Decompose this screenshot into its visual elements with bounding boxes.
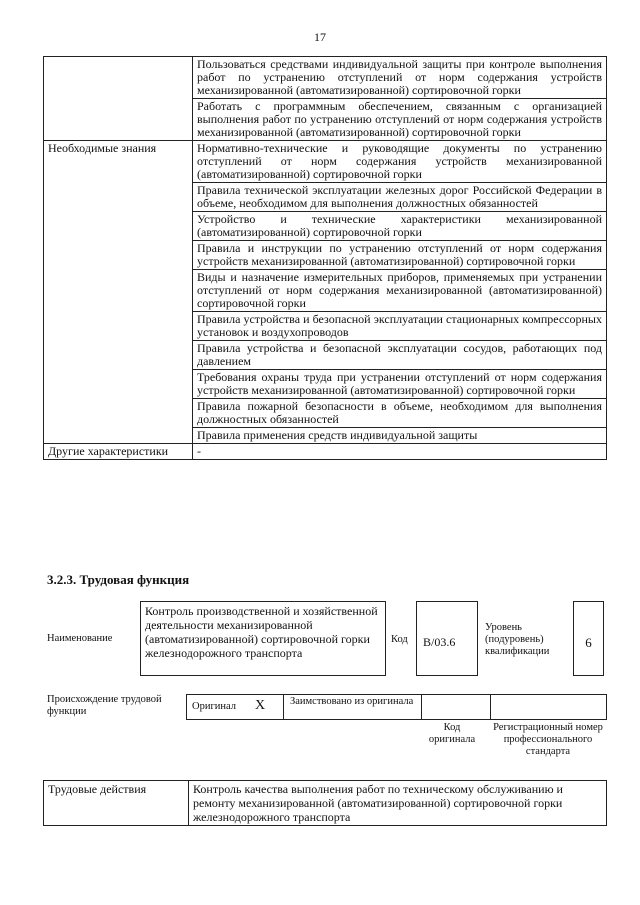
other-value: -	[193, 444, 607, 460]
reg-caption: Регистрационный номер профессионального стандарта	[493, 722, 603, 757]
table-row	[44, 781, 607, 826]
knowledge-cell: Правила и инструкции по устранению отступлений от норм содержания устройств механизированной (автоматизированной) сортировочной горки	[193, 241, 607, 270]
code-caption: Код оригинала	[428, 722, 476, 745]
table-row	[44, 57, 607, 99]
knowledge-cell: Требования охраны труда при устранении отступлений от норм содержания устройств механизированной (автоматизированной) сортировочной горки	[193, 370, 607, 399]
original-label: Оригинал	[192, 701, 236, 712]
knowledge-cell: Нормативно-технические и руководящие документы по устранению отступлений от норм содержания устройств механизированной (автоматизированной) сортировочной горки	[193, 141, 607, 183]
knowledge-cell: Устройство и технические характеристики механизированной (автоматизированной) сортировочной горки	[193, 212, 607, 241]
function-name-box: Контроль производственной и хозяйственной деятельности механизированной (автоматизированной) сортировочной горки железнодорожного транспорта	[140, 601, 386, 676]
knowledge-cell: Правила пожарной безопасности в объеме, необходимом для выполнения должностных обязанностей	[193, 399, 607, 428]
knowledge-cell: Виды и назначение измерительных приборов, применяемых при устранении отступлений от норм содержания механизированной (автоматизированной) сортировочной горки	[193, 270, 607, 312]
divider	[283, 694, 284, 720]
actions-table	[43, 780, 607, 826]
competency-table	[43, 56, 607, 460]
origin-label: Происхождение трудовой функции	[47, 694, 162, 717]
skill-cell: Пользоваться средствами индивидуальной защиты при контроле выполнения работ по устранению отступлений от норм содержания устройств механизированной (автоматизированной) сортировочной горки	[193, 57, 607, 99]
origin-row	[186, 694, 607, 720]
actions-value: Контроль качества выполнения работ по техническому обслуживанию и ремонту механизированной (автоматизированной) сортировочной горки железнодорожного транспорта	[189, 781, 607, 826]
skills-label-cell	[44, 57, 193, 141]
borrowed-label: Заимствовано из оригинала	[290, 696, 414, 707]
knowledge-cell: Правила применения средств индивидуальной защиты	[193, 428, 607, 444]
original-mark: X	[255, 698, 266, 713]
divider	[490, 694, 491, 720]
table-row	[44, 141, 607, 183]
skill-cell: Работать с программным обеспечением, связанным с организацией выполнения работ по устранению отступлений от норм содержания устройств механизированной (автоматизированной) сортировочной горки	[193, 99, 607, 141]
qualification-level-box: 6	[573, 601, 604, 676]
level-label: Уровень (подуровень) квалификации	[485, 622, 550, 657]
function-code-box: В/03.6	[416, 601, 478, 676]
knowledge-label: Необходимые знания	[44, 141, 193, 444]
page-number: 17	[314, 30, 326, 44]
knowledge-cell: Правила устройства и безопасной эксплуатации стационарных компрессорных установок и воздухопроводов	[193, 312, 607, 341]
table-row	[44, 444, 607, 460]
section-heading: 3.2.3. Трудовая функция	[47, 572, 190, 587]
knowledge-cell: Правила технической эксплуатации железных дорог Российской Федерации в объеме, необходимом для выполнения должностных обязанностей	[193, 183, 607, 212]
code-label: Код	[391, 634, 408, 645]
other-label: Другие характеристики	[44, 444, 193, 460]
actions-label: Трудовые действия	[44, 781, 189, 826]
knowledge-cell: Правила устройства и безопасной эксплуатации сосудов, работающих под давлением	[193, 341, 607, 370]
name-label: Наименование	[47, 633, 113, 644]
divider	[421, 694, 422, 720]
